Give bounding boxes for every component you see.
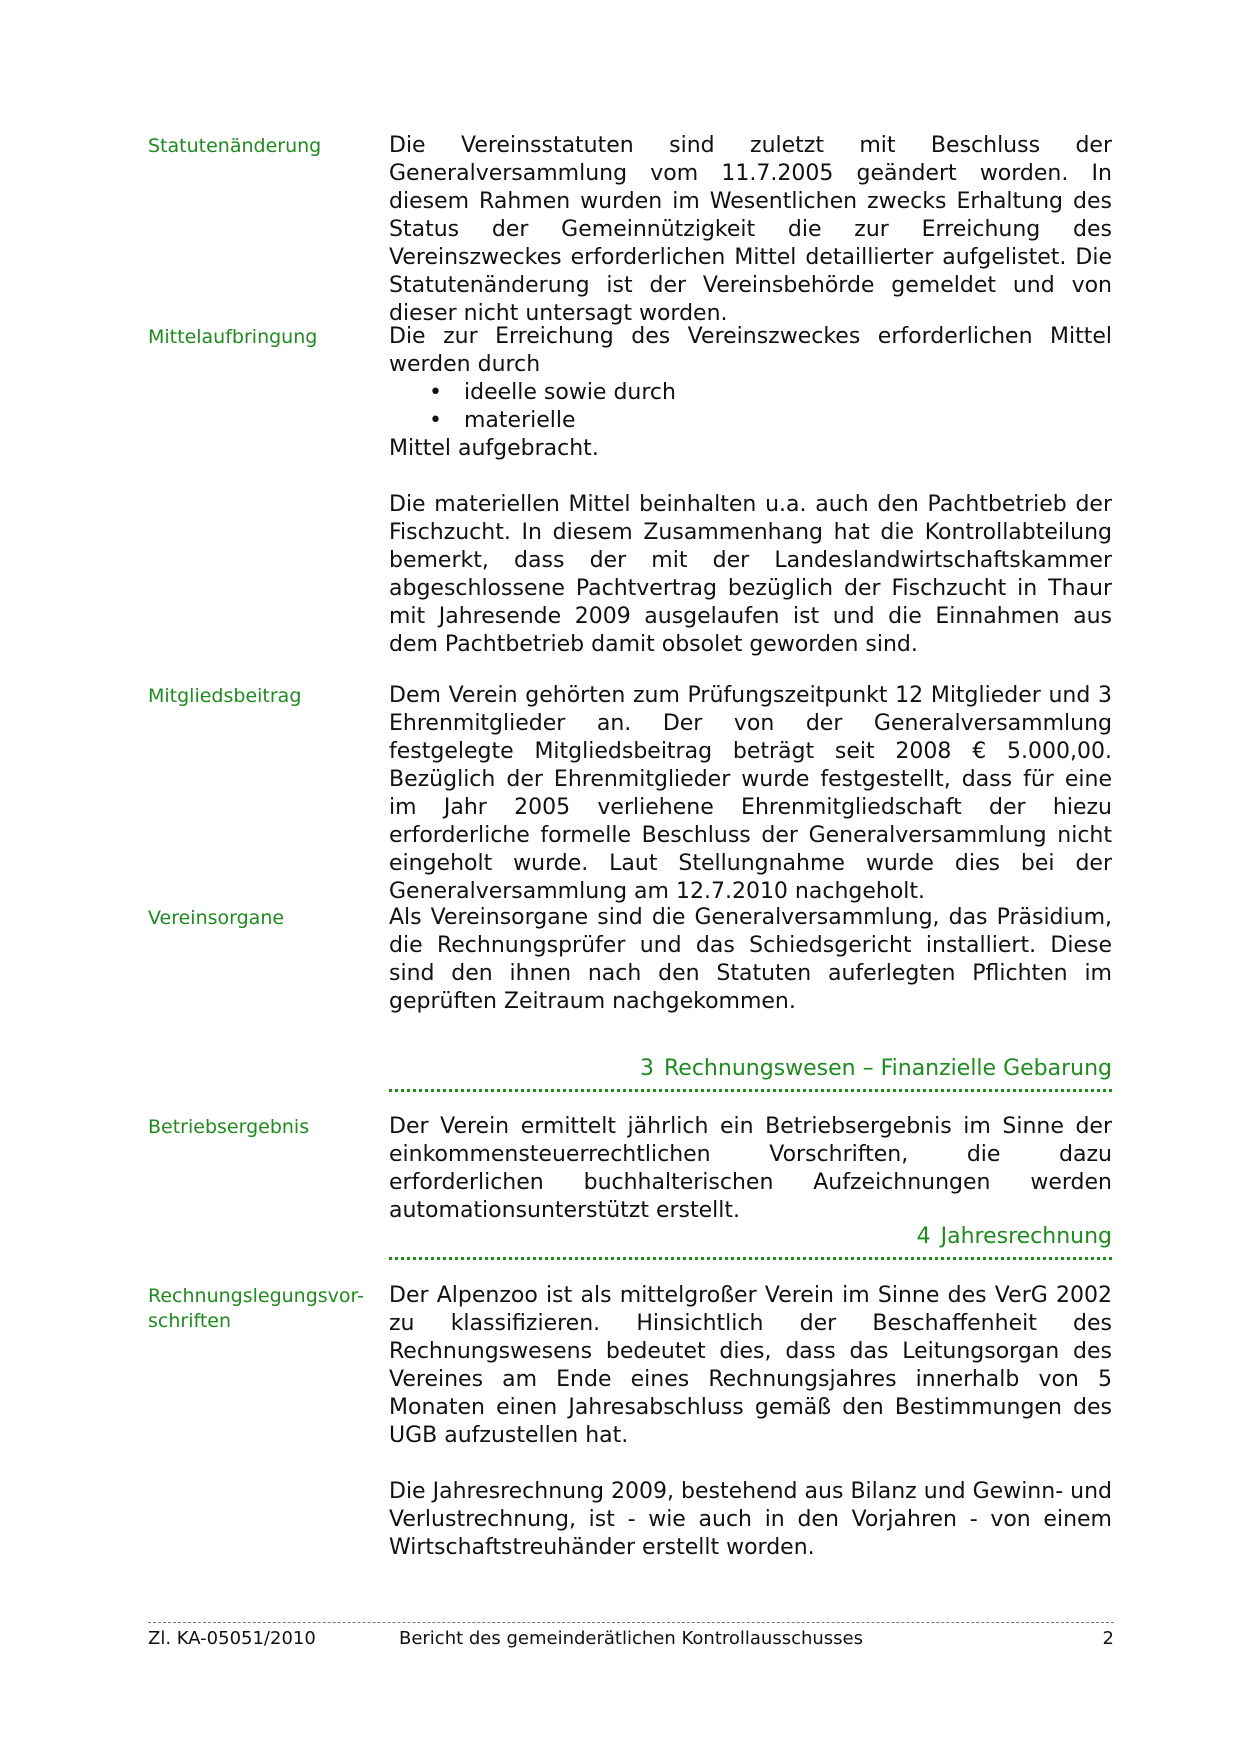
- section-body: [389, 1282, 1112, 1562]
- paragraph: Die zur Erreichung des Vereinszweckes erforderlichen Mittel werden durch: [389, 324, 1112, 377]
- margin-label: Vereinsorgane: [148, 907, 285, 929]
- section-body: [389, 132, 1112, 328]
- footer-title: Bericht des gemeinderätlichen Kontrollausschusses: [398, 1628, 864, 1649]
- footer-reference: Zl. KA-05051/2010: [148, 1628, 316, 1649]
- footer-page-number: 2: [1102, 1628, 1114, 1649]
- section-body: [389, 323, 1112, 659]
- margin-label: Statutenänderung: [148, 135, 322, 157]
- bullet-item: • materielle: [464, 407, 1112, 435]
- section-heading-3: [389, 1055, 1112, 1092]
- paragraph: Mittel aufgebracht.: [389, 436, 599, 461]
- bullet-item: • ideelle sowie durch: [464, 379, 1112, 407]
- bullet-list: [389, 379, 1112, 435]
- paragraph: Der Alpenzoo ist als mittelgroßer Verein im Sinne des VerG 2002 zu klassifizieren. Hinsichtlich der Beschaffenheit des Rechnungswesens bedeutet dies, dass das Leitungsorgan des Vereines am Ende eines Rechnungsjahres innerhalb von 5 Monaten einen Jahresabschluss gemäß den Bestimmungen des UGB aufzustellen hat.: [389, 1283, 1112, 1448]
- paragraph: Dem Verein gehörten zum Prüfungszeitpunkt 12 Mitglieder und 3 Ehrenmitglieder an. Der von der Generalversammlung festgelegte Mitgliedsbeitrag beträgt seit 2008 € 5.000,00. Bezüglich der Ehrenmitglieder wurde festgestellt, dass für eine im Jahr 2005 verliehene Ehrenmitgliedschaft der hiezu erforderliche formelle Beschluss der Generalversammlung nicht eingeholt wurde. Laut Stellungnahme wurde dies bei der Generalversammlung am 12.7.2010 nachgeholt.: [389, 683, 1112, 904]
- section-heading-4: [389, 1223, 1112, 1260]
- margin-label: Mittelaufbringung: [148, 326, 318, 348]
- heading-title: Jahresrechnung: [940, 1224, 1112, 1249]
- margin-label: Rechnungslegungsvor- schriften: [148, 1285, 365, 1332]
- heading-number: 4: [916, 1224, 931, 1249]
- section-body: [389, 682, 1112, 906]
- section-body: [389, 1113, 1112, 1225]
- paragraph: Die materiellen Mittel beinhalten u.a. auch den Pachtbetrieb der Fischzucht. In diesem Zusammenhang hat die Kontrollabteilung bemerkt, dass der mit der Landeslandwirtschaftskammer abgeschlossene Pachtvertrag bezüglich der Fischzucht in Thaur mit Jahresende 2009 ausgelaufen ist und die Einnahmen aus dem Pachtbetrieb damit obsolet geworden sind.: [389, 492, 1112, 657]
- section-body: [389, 904, 1112, 1016]
- paragraph: Der Verein ermittelt jährlich ein Betriebsergebnis im Sinne der einkommensteuerrechtlichen Vorschriften, die dazu erforderlichen buchhalterischen Aufzeichnungen werden automationsunterstützt erstellt.: [389, 1114, 1112, 1223]
- margin-label: Mitgliedsbeitrag: [148, 685, 302, 707]
- page-footer: [148, 1622, 1114, 1653]
- paragraph: Die Jahresrechnung 2009, bestehend aus Bilanz und Gewinn- und Verlustrechnung, ist - wie auch in den Vorjahren - von einem Wirtschaftstreuhänder erstellt worden.: [389, 1479, 1112, 1560]
- margin-label: Betriebsergebnis: [148, 1116, 310, 1138]
- heading-title: Rechnungswesen – Finanzielle Gebarung: [664, 1056, 1112, 1081]
- paragraph: Die Vereinsstatuten sind zuletzt mit Beschluss der Generalversammlung vom 11.7.2005 geändert worden. In diesem Rahmen wurden im Wesentlichen zwecks Erhaltung des Status der Gemeinnützigkeit die zur Erreichung des Vereinszweckes erforderlichen Mittel detaillierter aufgelistet. Die Statutenänderung ist der Vereinsbehörde gemeldet und von dieser nicht untersagt worden.: [389, 133, 1112, 326]
- paragraph: Als Vereinsorgane sind die Generalversammlung, das Präsidium, die Rechnungsprüfer und das Schiedsgericht installiert. Diese sind den ihnen nach den Statuten auferlegten Pflichten im geprüften Zeitraum nachgekommen.: [389, 905, 1112, 1014]
- heading-number: 3: [640, 1056, 654, 1081]
